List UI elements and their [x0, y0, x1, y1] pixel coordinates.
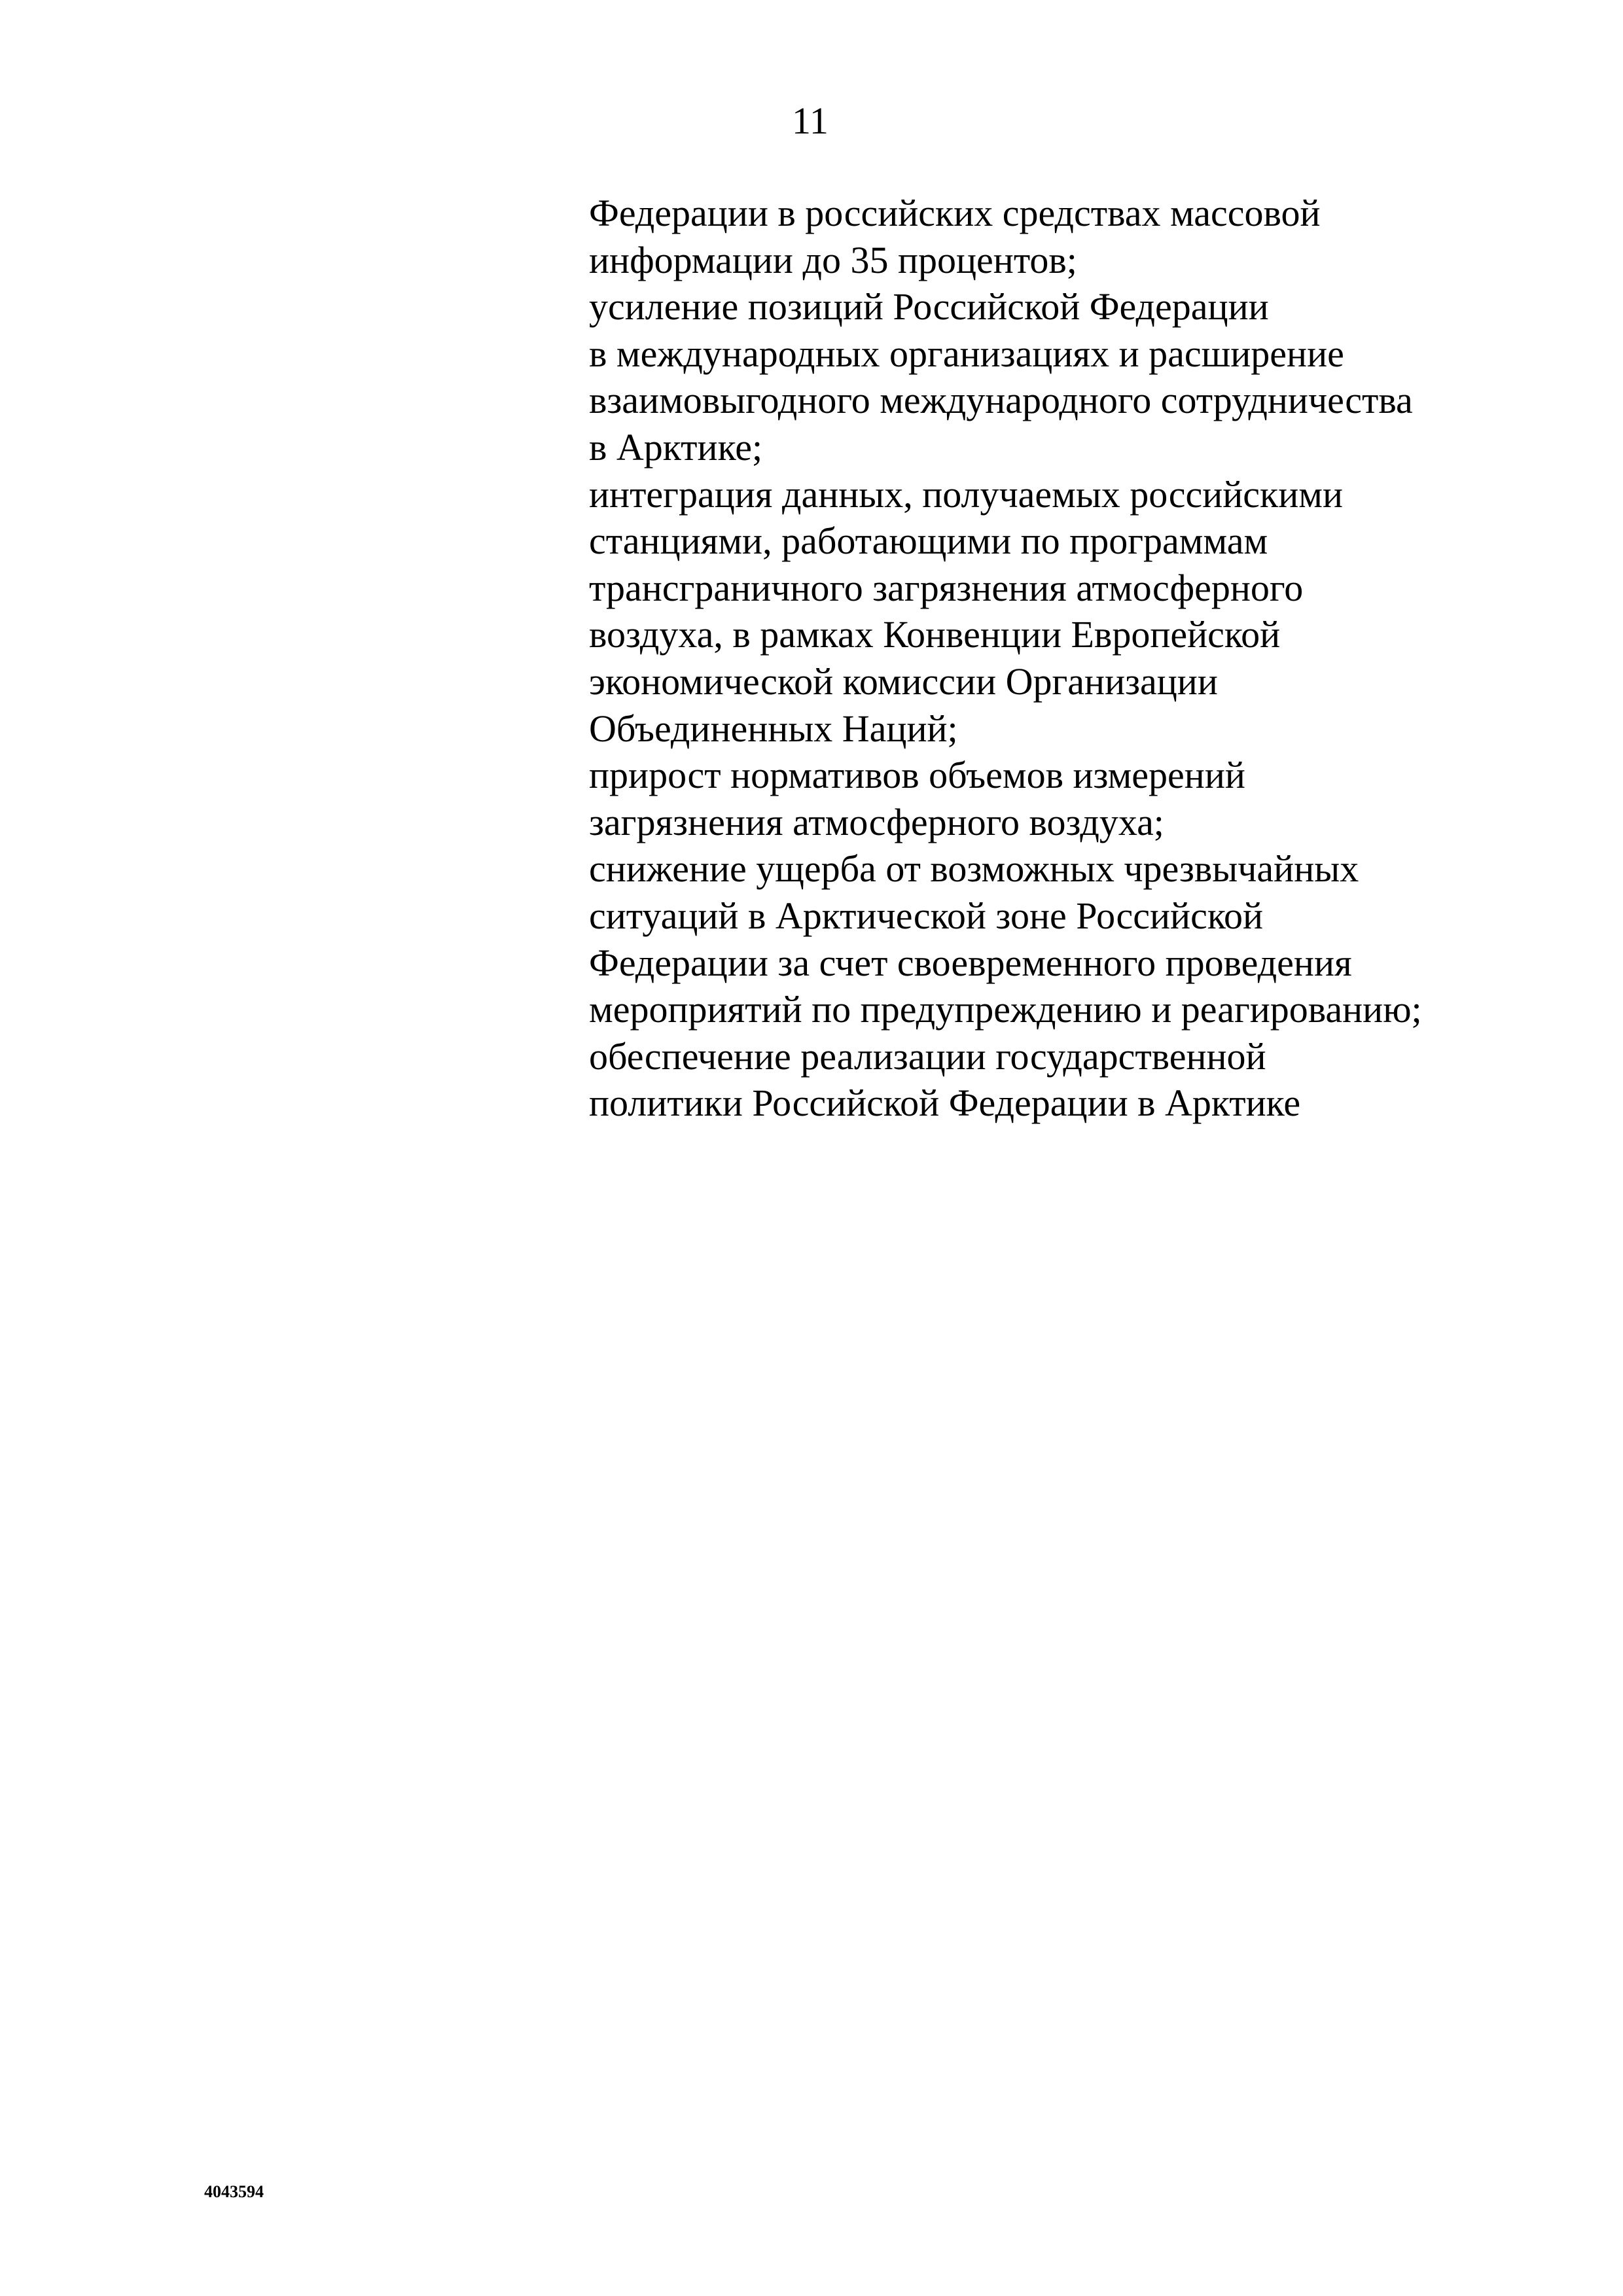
- text-line: трансграничного загрязнения атмосферного: [589, 566, 1304, 609]
- text-line: Объединенных Наций;: [589, 707, 958, 750]
- text-line: в международных организациях и расширение: [589, 332, 1344, 375]
- text-line: в Арктике;: [589, 425, 763, 468]
- body-text: [589, 190, 1422, 1127]
- text-line: экономической комиссии Организации: [589, 660, 1218, 703]
- text-line: снижение ущерба от возможных чрезвычайных: [589, 847, 1359, 891]
- text-line: мероприятий по предупреждению и реагированию;: [589, 988, 1422, 1031]
- text-line: ситуаций в Арктической зоне Российской: [589, 894, 1264, 937]
- page-number: 11: [792, 99, 829, 142]
- text-line: информации до 35 процентов;: [589, 238, 1077, 281]
- text-line: Федерации за счет своевременного проведения: [589, 941, 1352, 984]
- text-line: Федерации в российских средствах массовой: [589, 192, 1321, 234]
- text-line: загрязнения атмосферного воздуха;: [589, 800, 1164, 843]
- text-line: интеграция данных, получаемых российскими: [589, 472, 1344, 516]
- text-line: прирост нормативов объемов измерений: [589, 754, 1245, 797]
- text-line: станциями, работающими по программам: [589, 520, 1268, 563]
- document-code: 4043594: [204, 2182, 264, 2201]
- text-line: взаимовыгодного международного сотрудничества: [589, 379, 1413, 422]
- text-line: воздуха, в рамках Конвенции Европейской: [589, 613, 1281, 656]
- text-line: политики Российской Федерации в Арктике: [589, 1082, 1301, 1125]
- text-line: обеспечение реализации государственной: [589, 1034, 1266, 1078]
- text-line: усиление позиций Российской Федерации: [589, 285, 1269, 328]
